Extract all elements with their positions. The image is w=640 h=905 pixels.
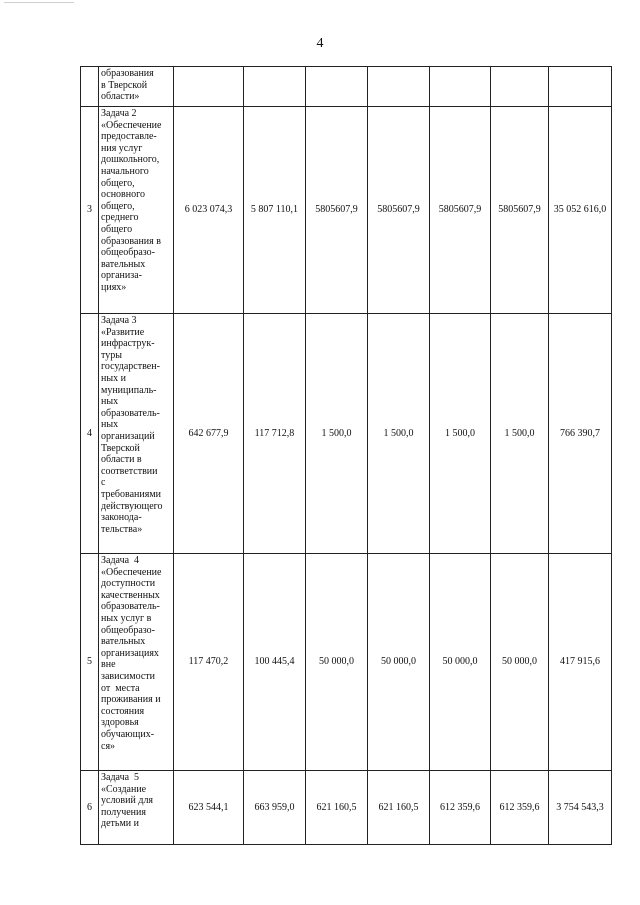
value-cell: 612 359,6 [430, 771, 491, 845]
row-number-cell: 5 [81, 554, 99, 771]
value-cell: 6 023 074,3 [174, 107, 244, 314]
value-cell: 612 359,6 [491, 771, 549, 845]
table-row [81, 771, 612, 845]
value-cell: 117 712,8 [244, 314, 306, 554]
table-row [81, 314, 612, 554]
value-cell: 621 160,5 [306, 771, 368, 845]
total-cell [549, 67, 612, 107]
row-number-cell: 6 [81, 771, 99, 845]
row-number-cell [81, 67, 99, 107]
value-cell: 1 500,0 [368, 314, 430, 554]
table-row [81, 554, 612, 771]
value-cell: 100 445,4 [244, 554, 306, 771]
scan-edge-mark [4, 2, 74, 4]
value-cell: 5805607,9 [368, 107, 430, 314]
value-cell: 50 000,0 [306, 554, 368, 771]
task-description-cell: Задача 2 «Обеспечение предоставле- ния услуг дошкольного, начального общего, основного общего, среднего общего образования в общеобразо- вательных организа- циях» [99, 107, 174, 314]
table-row [81, 107, 612, 314]
total-cell: 766 390,7 [549, 314, 612, 554]
page-number: 4 [316, 36, 324, 51]
value-cell: 117 470,2 [174, 554, 244, 771]
total-cell: 417 915,6 [549, 554, 612, 771]
value-cell: 663 959,0 [244, 771, 306, 845]
value-cell [430, 67, 491, 107]
value-cell: 50 000,0 [430, 554, 491, 771]
value-cell: 5805607,9 [306, 107, 368, 314]
task-description-cell: Задача 5 «Создание условий для получения детьми и [99, 771, 174, 845]
value-cell: 621 160,5 [368, 771, 430, 845]
value-cell [368, 67, 430, 107]
value-cell: 623 544,1 [174, 771, 244, 845]
value-cell: 642 677,9 [174, 314, 244, 554]
value-cell: 5805607,9 [491, 107, 549, 314]
value-cell: 1 500,0 [430, 314, 491, 554]
table-row [81, 67, 612, 107]
value-cell [306, 67, 368, 107]
value-cell: 1 500,0 [491, 314, 549, 554]
task-description-cell: Задача 3 «Развитие инфраструк- туры государствен- ных и муниципаль- ных образователь- ных организаций Тверской области в соответствии с требованиями действующего законода- тельства» [99, 314, 174, 554]
value-cell: 1 500,0 [306, 314, 368, 554]
value-cell: 5805607,9 [430, 107, 491, 314]
task-description-cell: Задача 4 «Обеспечение доступности качественных образователь- ных услуг в общеобразо- вательных организациях вне зависимости от места проживания и состояния здоровья обучающих- ся» [99, 554, 174, 771]
value-cell [491, 67, 549, 107]
value-cell: 50 000,0 [368, 554, 430, 771]
value-cell: 5 807 110,1 [244, 107, 306, 314]
total-cell: 35 052 616,0 [549, 107, 612, 314]
value-cell: 50 000,0 [491, 554, 549, 771]
total-cell: 3 754 543,3 [549, 771, 612, 845]
task-description-cell: образования в Тверской области» [99, 67, 174, 107]
budget-table [80, 66, 612, 845]
row-number-cell: 4 [81, 314, 99, 554]
value-cell [174, 67, 244, 107]
value-cell [244, 67, 306, 107]
row-number-cell: 3 [81, 107, 99, 314]
